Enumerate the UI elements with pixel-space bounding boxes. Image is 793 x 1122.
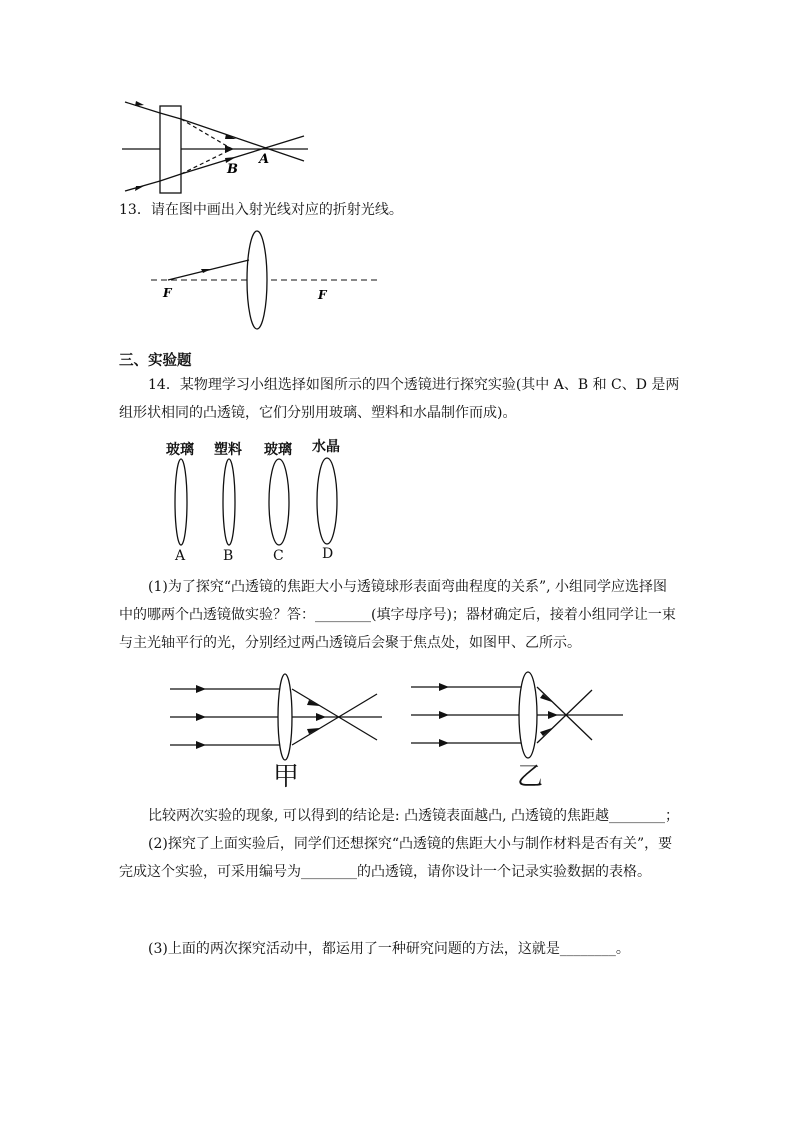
upper-incident-ray (125, 102, 160, 113)
lens-yi (519, 672, 537, 758)
lens-d-letter: D (322, 546, 334, 562)
q14-part1-line2: 中的哪两个凸透镜做实验？答：________(填字母序号)；器材确定后，接着小组同学让一束 (119, 607, 676, 623)
lens-jia (278, 674, 292, 760)
q13-text: 13．请在图中画出入射光线对应的折射光线。 (119, 202, 403, 218)
q14-part3: (3)上面的两次探究活动中，都运用了一种研究问题的方法，这就是________。 (148, 941, 630, 957)
label-b: B (227, 162, 238, 177)
lens-a-material: 玻璃 (166, 442, 194, 458)
label-a: A (259, 152, 270, 167)
lens-c-letter: C (273, 548, 284, 564)
lens-b-material: 塑料 (214, 442, 242, 458)
lens-a (175, 459, 187, 545)
lens-c (269, 459, 289, 545)
figure-plate-rays (0, 0, 793, 200)
figure-four-lenses (0, 458, 793, 548)
q14-part2-line1: (2)探究了上面实验后，同学们还想探究“凸透镜的焦距大小与制作材料是否有关”，要 (148, 836, 673, 852)
lens-d-material: 水晶 (312, 439, 340, 455)
q14-part1-line1: (1)为了探究“凸透镜的焦距大小与透镜球形表面弯曲程度的关系”, 小组同学应选择图 (148, 579, 668, 595)
figure-jia-yi (0, 670, 793, 780)
figure-q13-lens (0, 228, 793, 338)
fig-label-yi: 乙 (517, 762, 544, 792)
section3-heading: 三、实验题 (119, 352, 192, 369)
q14-conclusion: 比较两次实验的现象, 可以得到的结论是: 凸透镜表面越凸, 凸透镜的焦距越________； (148, 808, 679, 824)
q14-part2-line2: 完成这个实验，可采用编号为________的凸透镜，请你设计一个记录实验数据的表格。 (119, 864, 651, 880)
lens-b (223, 459, 235, 545)
fig-label-jia: 甲 (273, 762, 300, 792)
lens-a-letter: A (175, 548, 186, 564)
q13-convex-lens (247, 231, 267, 329)
lens-d (317, 458, 337, 544)
q13-label-f-right: F (318, 288, 327, 302)
q14-intro-line1: 14．某物理学习小组选择如图所示的四个透镜进行探究实验(其中 A、B 和 C、D 是两 (148, 377, 680, 393)
lens-c-material: 玻璃 (264, 442, 292, 458)
lens-b-letter: B (223, 548, 234, 564)
lower-dashed-extension (181, 149, 232, 174)
q14-intro-line2: 组形状相同的凸透镜，它们分别用玻璃、塑料和水晶制作而成)。 (119, 405, 517, 421)
q14-part1-line3: 与主光轴平行的光，分别经过两凸透镜后会聚于焦点处，如图甲、乙所示。 (119, 635, 581, 651)
q13-label-f-left: F (163, 286, 172, 300)
